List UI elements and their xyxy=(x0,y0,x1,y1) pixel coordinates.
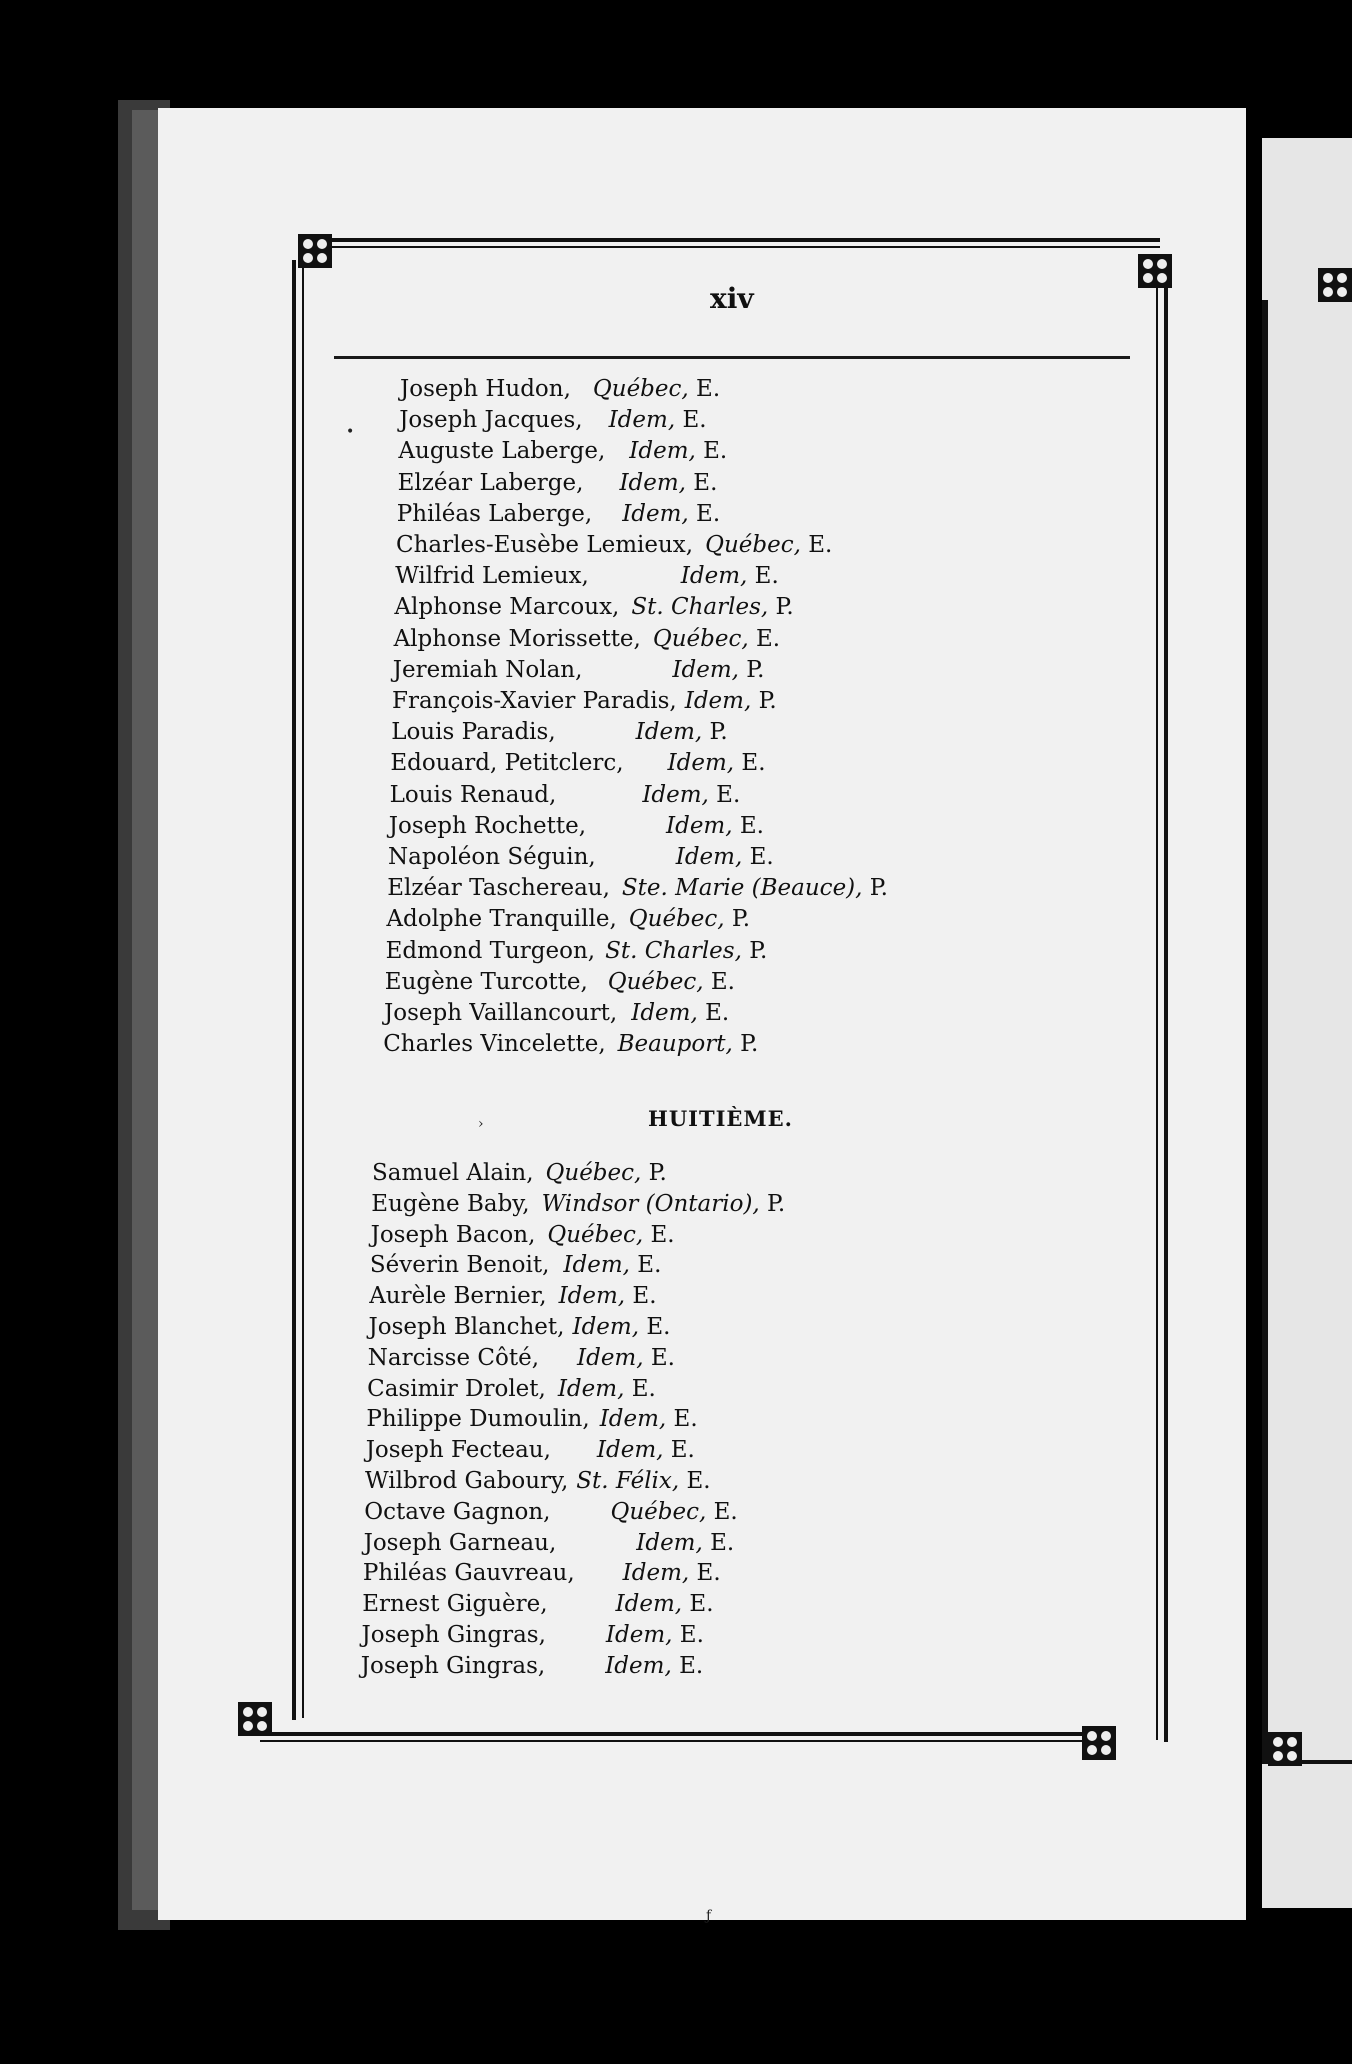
entry-name: Charles-Eusèbe Lemieux, xyxy=(396,532,694,558)
entry-name: Joseph Vaillancourt, xyxy=(384,1000,618,1026)
entry-name: Joseph Rochette, xyxy=(388,812,587,839)
list-entry xyxy=(386,906,750,932)
entry-name: Joseph Gingras, xyxy=(360,1652,546,1679)
entry-name: Joseph Bacon, xyxy=(370,1221,536,1248)
entry-place: Québec, xyxy=(652,625,749,652)
entry-place: Idem, xyxy=(680,563,748,590)
entry-grade: P. xyxy=(759,1190,786,1217)
entry-name: Aurèle Bernier, xyxy=(369,1283,547,1310)
entry-place: Idem, xyxy=(596,1437,664,1464)
frame-bottom-rule-inner xyxy=(260,1740,1090,1742)
fleuron-corner-icon xyxy=(1266,1730,1304,1768)
entry-name: Ernest Giguère, xyxy=(362,1591,548,1618)
section-title: HUITIÈME. xyxy=(648,1106,793,1131)
entry-grade: E. xyxy=(679,1468,711,1494)
entry-name: Wilfrid Lemieux, xyxy=(395,563,589,590)
entry-place: Idem, xyxy=(622,1560,690,1587)
list-entry xyxy=(391,719,727,745)
list-entry xyxy=(393,657,765,683)
entry-name: Joseph Fecteau, xyxy=(365,1437,551,1464)
list-entry xyxy=(370,1252,662,1278)
entry-name: Eugène Turcotte, xyxy=(384,968,588,995)
entry-name: Samuel Alain, xyxy=(372,1160,534,1186)
list-entry xyxy=(398,438,727,464)
entry-grade: P. xyxy=(702,719,728,746)
list-entry xyxy=(371,1222,675,1248)
entry-grade: P. xyxy=(751,688,777,714)
entry-place: Québec, xyxy=(607,968,704,995)
frame-right-rule xyxy=(1164,262,1168,1742)
fleuron-corner-icon xyxy=(1080,1724,1118,1762)
entry-place: Idem, xyxy=(642,781,709,808)
entry-place: Idem, xyxy=(684,688,752,714)
entry-grade: P. xyxy=(724,906,751,933)
list-entry xyxy=(368,1345,675,1371)
entry-grade: E. xyxy=(732,812,764,839)
list-entry xyxy=(364,1499,737,1525)
entry-name: Wilbrod Gaboury, xyxy=(365,1468,569,1494)
list-entry xyxy=(366,1406,697,1432)
list-entry xyxy=(363,1560,721,1586)
list-entry xyxy=(389,813,764,839)
entry-place: Québec, xyxy=(610,1498,707,1525)
entry-grade: E. xyxy=(686,469,718,496)
entry-grade: P. xyxy=(862,875,888,902)
entry-grade: E. xyxy=(672,1622,704,1648)
entry-place: Idem, xyxy=(605,1622,673,1648)
entry-place: Idem, xyxy=(631,1000,698,1026)
list-entry xyxy=(362,1622,704,1648)
entry-name: Eugène Baby, xyxy=(371,1190,530,1217)
speck: ƒ xyxy=(706,1908,712,1924)
entry-grade: P. xyxy=(741,937,768,964)
facing-page-border xyxy=(1262,300,1268,1760)
entry-grade: E. xyxy=(688,376,721,402)
list-entry xyxy=(364,1530,735,1556)
list-entry xyxy=(394,594,793,620)
list-entry xyxy=(384,1000,729,1026)
entry-grade: P. xyxy=(768,594,794,621)
entry-name: Séverin Benoit, xyxy=(369,1252,550,1279)
entry-grade: E. xyxy=(663,1437,695,1464)
entry-name: Joseph Gingras, xyxy=(361,1622,546,1648)
entry-name: Joseph Hudon, xyxy=(400,376,571,402)
entry-grade: P. xyxy=(738,656,765,683)
entry-place: Windsor (Ontario), xyxy=(541,1190,760,1217)
entry-grade: E. xyxy=(624,1375,656,1402)
entry-place: Idem, xyxy=(629,438,696,465)
entry-name: Joseph Blanchet, xyxy=(368,1314,565,1340)
entry-grade: E. xyxy=(639,1314,671,1340)
entry-name: Joseph Jacques, xyxy=(399,407,583,434)
header-rule xyxy=(334,356,1130,359)
list-entry xyxy=(386,938,768,964)
entry-grade: E. xyxy=(682,1591,714,1618)
entry-place: Québec, xyxy=(592,376,689,402)
entry-name: Louis Renaud, xyxy=(389,781,557,808)
list-entry xyxy=(388,844,774,870)
entry-place: Idem, xyxy=(666,812,733,839)
entry-name: Octave Gagnon, xyxy=(364,1498,551,1525)
entry-name: François-Xavier Paradis, xyxy=(392,688,677,714)
entry-place: Idem, xyxy=(635,719,703,746)
list-entry xyxy=(397,501,720,527)
list-entry xyxy=(369,1314,671,1340)
list-entry xyxy=(361,1653,703,1679)
entry-place: St. Charles, xyxy=(605,937,742,964)
entry-name: Alphonse Marcoux, xyxy=(394,594,620,621)
entry-place: Idem, xyxy=(608,407,676,434)
entry-name: Elzéar Taschereau, xyxy=(387,875,610,902)
list-entry xyxy=(394,626,781,652)
entry-grade: E. xyxy=(643,1221,675,1248)
list-entry xyxy=(383,1031,758,1057)
list-entry xyxy=(392,688,777,714)
list-entry xyxy=(371,1191,785,1217)
entry-grade: E. xyxy=(675,407,707,434)
entry-place: Beauport, xyxy=(617,1031,733,1058)
entry-name: Casimir Drolet, xyxy=(367,1375,546,1402)
entry-name: Louis Paradis, xyxy=(391,719,556,746)
entry-grade: E. xyxy=(747,563,779,590)
entry-grade: E. xyxy=(708,781,741,808)
fleuron-corner-icon xyxy=(1136,252,1174,290)
entry-place: Idem, xyxy=(563,1252,630,1279)
entry-place: Idem, xyxy=(667,750,735,777)
entry-name: Edouard, Petitclerc, xyxy=(390,750,624,777)
entry-place: Québec, xyxy=(547,1221,644,1248)
speck: • xyxy=(346,424,355,440)
entry-grade: E. xyxy=(703,968,735,995)
frame-top-rule-inner xyxy=(300,246,1160,248)
list-entry xyxy=(365,1468,711,1494)
entry-grade: E. xyxy=(742,844,774,870)
entry-place: Idem, xyxy=(672,656,739,683)
entry-name: Elzéar Laberge, xyxy=(397,469,584,496)
list-entry xyxy=(369,1283,656,1309)
facing-page-edge xyxy=(1262,138,1352,1908)
entry-grade: E. xyxy=(800,532,833,558)
entry-place: Idem, xyxy=(599,1406,667,1433)
list-entry xyxy=(366,1437,695,1463)
entry-place: Ste. Marie (Beauce), xyxy=(621,875,863,902)
entry-place: Idem, xyxy=(675,844,743,870)
list-entry xyxy=(372,1160,667,1186)
frame-bottom-rule xyxy=(260,1732,1090,1736)
entry-place: Idem, xyxy=(636,1529,703,1556)
entry-place: Idem, xyxy=(572,1314,640,1340)
entry-name: Napoléon Séguin, xyxy=(388,844,596,870)
list-entry xyxy=(387,875,888,901)
entry-place: Idem, xyxy=(615,1591,683,1618)
entry-name: Jeremiah Nolan, xyxy=(392,656,583,683)
entry-name: Philéas Laberge, xyxy=(396,500,593,527)
list-entry xyxy=(396,532,832,558)
page-number: xiv xyxy=(710,282,754,315)
entry-grade: E. xyxy=(697,1000,730,1026)
list-entry xyxy=(399,407,706,433)
entry-grade: E. xyxy=(689,1560,721,1587)
entry-grade: E. xyxy=(702,1529,735,1556)
entry-place: Idem, xyxy=(577,1344,644,1371)
entry-name: Auguste Laberge, xyxy=(398,438,606,465)
entry-name: Alphonse Morissette, xyxy=(393,625,641,652)
entry-name: Adolphe Tranquille, xyxy=(386,906,617,933)
entry-name: Philéas Gauvreau, xyxy=(362,1560,575,1587)
entry-grade: E. xyxy=(643,1344,675,1371)
frame-top-rule xyxy=(300,238,1160,242)
fleuron-corner-icon xyxy=(1316,266,1352,304)
entry-grade: E. xyxy=(629,1252,662,1279)
frame-left-rule xyxy=(292,260,296,1720)
list-entry xyxy=(400,376,720,402)
entry-place: Idem, xyxy=(619,469,686,496)
entry-grade: E. xyxy=(625,1283,657,1310)
entry-place: St. Félix, xyxy=(576,1468,680,1494)
list-entry xyxy=(385,969,735,995)
entry-name: Charles Vincelette, xyxy=(383,1031,606,1058)
list-entry xyxy=(390,782,741,808)
speck: › xyxy=(478,1116,484,1132)
entry-place: Idem, xyxy=(605,1652,672,1679)
entry-grade: E. xyxy=(734,750,766,777)
entry-grade: E. xyxy=(706,1498,738,1525)
entry-grade: E. xyxy=(695,438,728,465)
entry-grade: P. xyxy=(732,1031,759,1058)
entry-place: Québec, xyxy=(705,532,801,558)
entry-grade: E. xyxy=(748,625,781,652)
entry-grade: E. xyxy=(666,1406,698,1433)
entry-name: Narcisse Côté, xyxy=(367,1344,540,1371)
frame-right-rule-inner xyxy=(1156,264,1158,1740)
entry-place: Idem, xyxy=(557,1375,625,1402)
entry-place: Québec, xyxy=(628,906,725,933)
entry-name: Edmond Turgeon, xyxy=(385,937,596,964)
list-entry xyxy=(367,1376,656,1402)
entry-grade: E. xyxy=(688,500,721,527)
entry-grade: P. xyxy=(641,1160,667,1186)
entry-place: Québec, xyxy=(545,1160,642,1186)
entry-grade: E. xyxy=(671,1652,704,1679)
entry-name: Joseph Garneau, xyxy=(363,1529,557,1556)
entry-place: Idem, xyxy=(622,500,689,527)
list-entry xyxy=(390,750,765,776)
list-entry xyxy=(362,1591,713,1617)
entry-place: Idem, xyxy=(558,1283,626,1310)
entry-name: Philippe Dumoulin, xyxy=(366,1406,590,1433)
list-entry xyxy=(398,470,718,496)
entry-place: St. Charles, xyxy=(631,594,769,621)
frame-left-rule-inner xyxy=(302,262,304,1718)
fleuron-corner-icon xyxy=(296,232,334,270)
fleuron-corner-icon xyxy=(236,1700,274,1738)
list-entry xyxy=(395,563,779,589)
